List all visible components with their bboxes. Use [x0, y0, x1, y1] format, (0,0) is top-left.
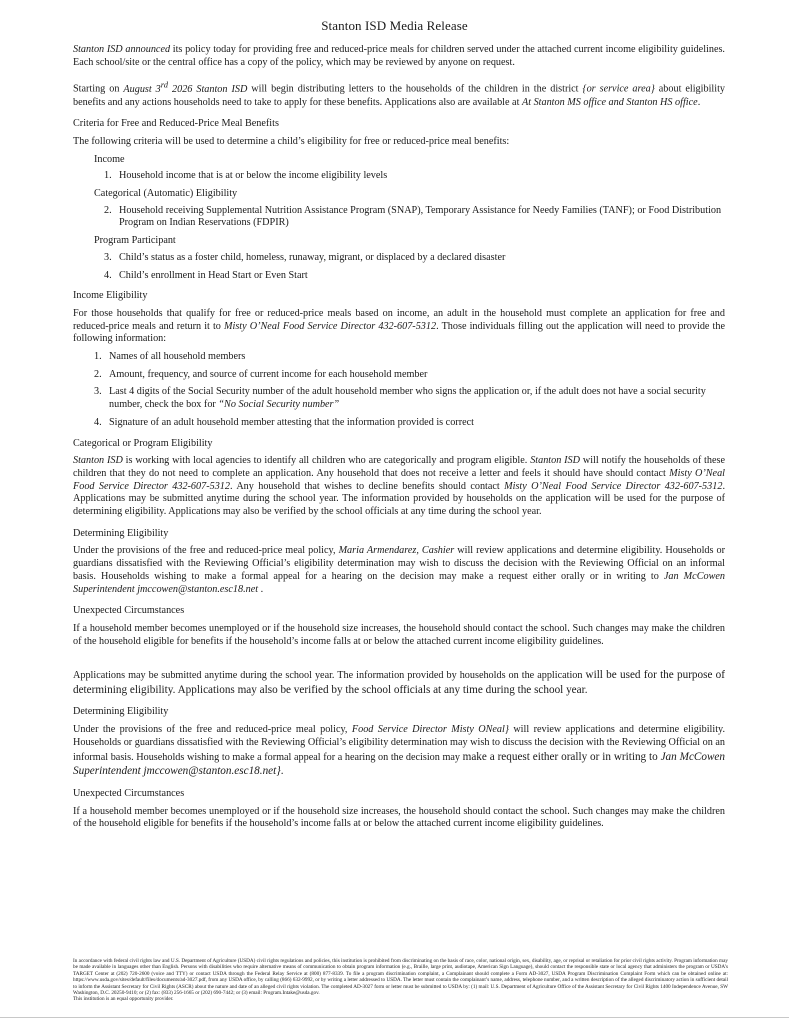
determining-text-a: Under the provisions of the free and reduced-price meal policy,	[73, 724, 352, 736]
nondiscrimination-statement	[73, 958, 728, 1003]
hearing-official: Jan McCowen Superintendent jmccowen@stanton.esc18.net}	[73, 750, 725, 778]
list-text: Child’s enrollment in Head Start or Even Start	[119, 269, 308, 281]
categorical-text-a: is working with local agencies to identify all children who are categorically and program eligible.	[122, 455, 531, 467]
list-number: 4.	[104, 269, 112, 281]
list-text: Signature of an adult household member attesting that the information provided is correct	[109, 416, 474, 428]
list-text: Child’s status as a foster child, homeless, runaway, migrant, or displaced by a declared disaster	[119, 251, 506, 263]
reviewing-official: Food Service Director Misty ONeal}	[351, 724, 509, 736]
list-number: 3.	[104, 251, 112, 263]
unexpected-heading: Unexpected Circumstances	[73, 605, 185, 617]
determining-heading: Determining Eligibility	[73, 706, 169, 718]
determining-text-a: Under the provisions of the free and reduced-price meal policy,	[73, 545, 339, 557]
intro-lead: Stanton ISD announced	[73, 44, 171, 55]
start-date-prefix: August 3	[123, 83, 161, 95]
starting-text-b: will begin distributing letters to the households of the children in the district	[247, 83, 583, 95]
categorical-paragraph	[73, 455, 725, 519]
list-item	[73, 170, 725, 183]
applications-text-b: will be used for the purpose of determining eligibility. Applications may also be verified by the school officials at any time during the school year.	[73, 669, 726, 697]
equal-opportunity-statement: This institution is an equal opportunity provider.	[73, 996, 174, 1003]
list-number: 1.	[94, 351, 102, 363]
determining-text-c: .	[258, 583, 264, 595]
determining-paragraph	[73, 545, 725, 596]
application-location: At Stanton MS office and Stanton HS office	[521, 96, 698, 108]
criteria-group-label: Income	[94, 153, 125, 165]
start-date-sup: rd	[160, 79, 169, 90]
document-body	[73, 44, 725, 840]
determining-text-b: will review applications and determine eligibility. Households or guardians dissatisfied with the Reviewing Official’s eligibility determination may wish to discuss the decision with the Reviewing Official on an informal basis. Households wishing to make a formal appeal for a hearing on the decision may	[73, 724, 726, 763]
starting-text-d: .	[697, 96, 701, 108]
income-contact: Misty O’Neal Food Service Director 432-607-5312	[224, 320, 437, 332]
starting-paragraph	[73, 78, 725, 109]
categorical-contact: Misty O’Neal Food Service Director 432-607-5312	[504, 480, 723, 492]
criteria-lead: The following criteria will be used to determine a child’s eligibility for free or reduced-price meal benefits:	[73, 135, 510, 147]
income-text-a: For those households that qualify for free or reduced-price meals based on income, an adult in the household must complete an application for free and reduced-price meals and return it to	[73, 307, 725, 332]
applications-text-a: Applications may be submitted anytime during the school year. The information provided by households on the application	[73, 670, 586, 682]
list-item	[73, 270, 725, 283]
unexpected-heading: Unexpected Circumstances	[73, 787, 185, 799]
list-number: 3.	[94, 386, 102, 398]
district-name: Stanton ISD	[530, 455, 581, 467]
intro-text: its policy today for providing free and reduced-price meals for children served under the attached current income eligibility guidelines. Each school/site or the central office has a copy of the policy, which may be reviewed by anyone on request.	[73, 44, 725, 68]
reviewing-official: Maria Armendarez, Cashier	[338, 545, 455, 557]
intro-paragraph	[73, 44, 725, 69]
unexpected-paragraph: If a household member becomes unemployed or if the household size increases, the household should contact the school. Such changes may make the children of the household eligible for benefits if the household’s income falls at or below the attached current income eligibility guidelines.	[73, 805, 725, 830]
income-text-b: . Those individuals filling out the application will need to provide the following information:	[73, 320, 725, 345]
determining-text-b: will review applications and determine eligibility. Households or guardians dissatisfied with the Reviewing Official’s eligibility determination may wish to discuss the decision with the Reviewing Official on an informal basis. Households wishing to make a formal appeal for a hearing on the decision may make a request either orally or in writing to	[73, 545, 726, 582]
determining-paragraph	[73, 724, 725, 779]
list-number: 2.	[94, 368, 102, 380]
criteria-group-label: Categorical (Automatic) Eligibility	[94, 188, 238, 200]
page-title: Stanton ISD Media Release	[321, 18, 468, 33]
list-number: 4.	[94, 416, 102, 428]
list-item	[73, 369, 725, 382]
categorical-text-b: will notify the households of these children that they do not need to complete an application. Any household that does not receive a letter and feels it should have should contact	[73, 455, 725, 479]
list-text: Household receiving Supplemental Nutrition Assistance Program (SNAP), Temporary Assistance for Needy Families (TANF); or Food Distribution Program on Indian Reservations (FDPIR)	[119, 204, 722, 229]
categorical-contact: Misty O’Neal Food Service Director 432-607-5312	[73, 467, 725, 492]
categorical-text-d: . Applications may be submitted anytime during the school year. The information provided by households on the application will be used for the purpose of determining eligibility. Applications may also be verified by the school officials at any time during the school year.	[73, 480, 725, 518]
criteria-group-label: Program Participant	[94, 235, 176, 247]
determining-text-d: .	[280, 765, 284, 778]
list-item	[73, 205, 725, 230]
criteria-heading: Criteria for Free and Reduced-Price Meal Benefits	[73, 118, 279, 130]
list-text: Names of all household members	[109, 351, 246, 363]
list-number: 2.	[104, 204, 112, 216]
list-number: 1.	[104, 170, 112, 182]
list-text: Last 4 digits of the Social Security number of the adult household member who signs the application or, if the adult does not have a social security number, check the box for	[109, 386, 706, 411]
determining-text-c: make a request either orally or in writing to	[462, 750, 661, 763]
start-date	[123, 79, 248, 95]
service-area: {or service area}	[582, 83, 655, 95]
determining-heading: Determining Eligibility	[73, 527, 169, 539]
list-item	[73, 351, 725, 364]
applications-paragraph	[73, 668, 725, 697]
footer-text: In accordance with federal civil rights law and U.S. Department of Agriculture (USDA) civil rights regulations and policies, this institution is prohibited from discriminating on the basis of race, color, national origin, sex, disability, age, or reprisal or retaliation for prior civil rights activity. Program information may be made available in languages other than English. Persons with disabilities who require alternative means of communication to obtain program information (e.g., Braille, large print, audiotape, American Sign Language), should contact the responsible state or local agency that administers the program or USDA’s TARGET Center at (202) 720-2600 (voice and TTY) or contact USDA through the Federal Relay Service at (800) 877-8339. To file a program discrimination complaint, a Complainant should complete a Form AD-3027, USDA Program Discrimination Complaint Form which can be obtained online at: https://www.usda.gov/sites/default/files/documents/ad-3027.pdf, from any USDA office, by calling (866) 632-9992, or by writing a letter addressed to USDA. The letter must contain the complainant’s name, address, telephone number, and a written description of the alleged discriminatory action in sufficient detail to inform the Assistant Secretary for Civil Rights (ASCR) about the nature and date of an alleged civil rights violation. The completed AD-3027 form or letter must be submitted to USDA by: (1) mail: U.S. Department of Agriculture Office of the Assistant Secretary for Civil Rights 1400 Independence Avenue, SW Washington, D.C. 20250-9410; or (2) fax: (833) 256-1665 or (202) 690-7442; or (3) email: Program.Intake@usda.gov.	[73, 958, 728, 997]
list-item	[73, 252, 725, 265]
income-eligibility-heading: Income Eligibility	[73, 290, 148, 302]
categorical-heading: Categorical or Program Eligibility	[73, 437, 213, 449]
list-text: Household income that is at or below the income eligibility levels	[119, 170, 388, 182]
district-name: Stanton ISD	[73, 455, 123, 467]
starting-text-c: about eligibility benefits and any actions households need to take to apply for these benefits. Applications also are available at	[73, 83, 725, 108]
list-text: Amount, frequency, and source of current income for each household member	[109, 368, 428, 380]
start-date-suffix: 2026 Stanton ISD	[168, 83, 248, 95]
page-bottom-rule	[0, 1017, 789, 1018]
hearing-official: Jan McCowen Superintendent jmccowen@stanton.esc18.net	[73, 570, 725, 595]
list-item	[73, 386, 725, 411]
unexpected-paragraph: If a household member becomes unemployed or if the household size increases, the household should contact the school. Such changes may make the children of the household eligible for benefits if the household’s income falls at or below the attached current income eligibility guidelines.	[73, 623, 725, 647]
income-eligibility-paragraph	[73, 308, 725, 346]
categorical-text-c: . Any household that wishes to decline benefits should contact	[229, 480, 505, 492]
ssn-checkbox-label: “No Social Security number”	[218, 399, 340, 411]
starting-text-a: Starting on	[73, 83, 124, 95]
list-item	[73, 417, 725, 430]
